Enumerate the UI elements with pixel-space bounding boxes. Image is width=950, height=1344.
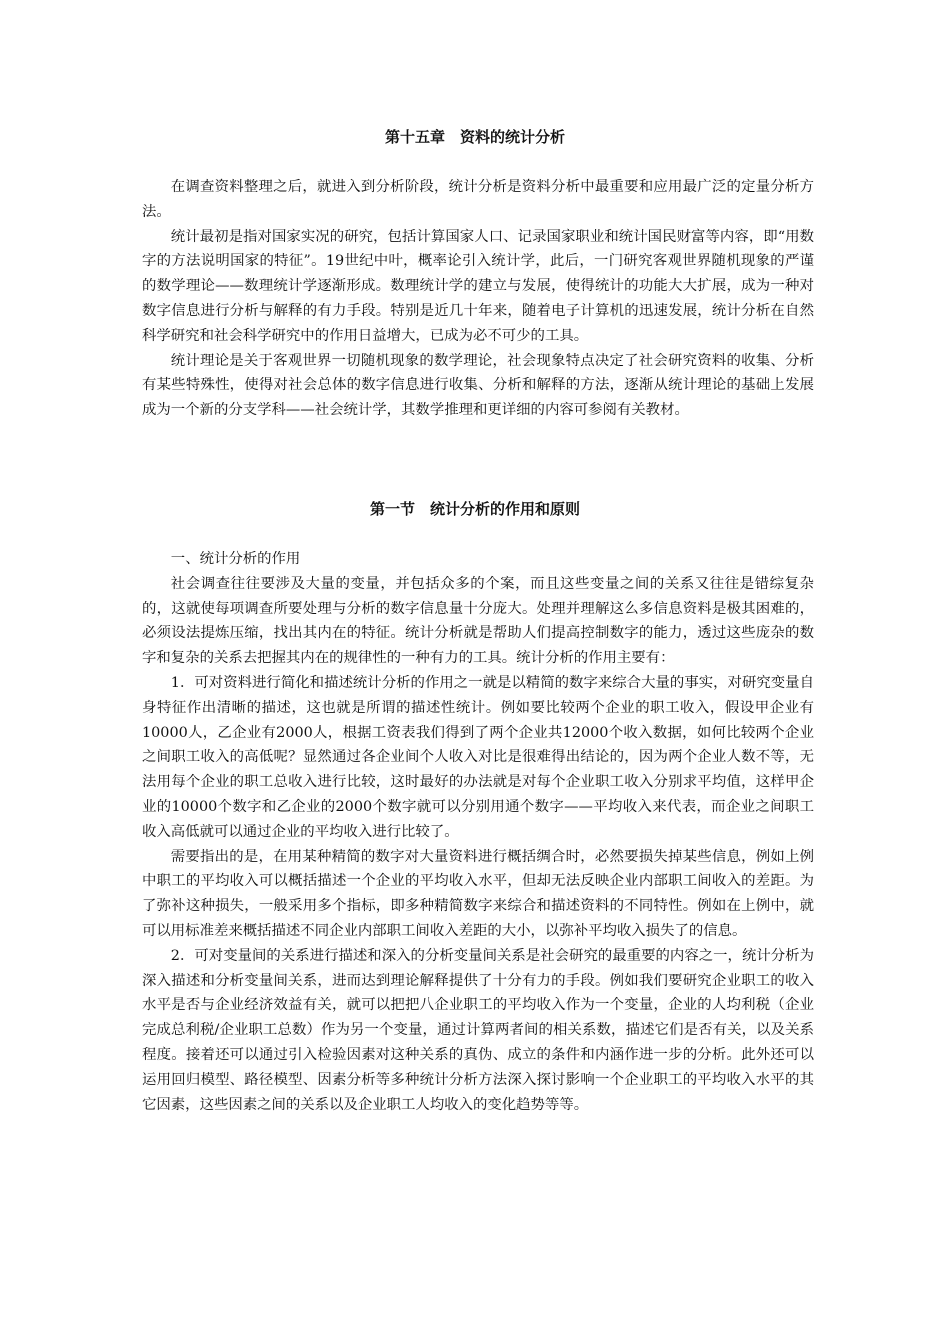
section-paragraph-2: 1．可对资料进行简化和描述统计分析的作用之一就是以精简的数字来综合大量的事实，对研究变量自身特征作出清晰的描述，这也就是所谓的描述性统计。例如要比较两个企业的职工收入，假设甲企业有10000人，乙企业有2000人，根据工资表我们得到了两个企业共12000个收入数据，如何比较两个企业之间职工收入的高低呢？显然通过各企业间个人收入对比是很难得出结论的，因为两个企业人数不等，无法用每个企业的职工总收入进行比较，这时最好的办法就是对每个企业职工收入分别求平均值，这样甲企业的10000个数字和乙企业的2000个数字就可以分别用通个数字——平均收入来代表，而企业之间职工收入高低就可以通过企业的平均收入进行比较了。 xyxy=(142,674,814,840)
intro-paragraph-3: 统计理论是关于客观世界一切随机现象的数学理论，社会现象特点决定了社会研究资料的收集、分析有某些特殊性，使得对社会总体的数字信息进行收集、分析和解释的方法，逐渐从统计理论的基础上发展成为一个新的分支学科——社会统计学，其数学推理和更详细的内容可参阅有关教材。 xyxy=(142,352,814,419)
section-title: 第一节 统计分析的作用和原则 xyxy=(369,500,580,518)
section-paragraph-1: 社会调查往往要涉及大量的变量，并包括众多的个案，而且这些变量之间的关系又往往是错综复杂的，这就使每项调查所要处理与分析的数字信息量十分庞大。处理并理解这么多信息资料是极其困难的，必须设法提炼压缩，找出其内在的特征。统计分析就是帮助人们提高控制数字的能力，透过这些庞杂的数字和复杂的关系去把握其内在的规律性的一种有力的工具。统计分析的作用主要有： xyxy=(142,575,814,667)
section-body xyxy=(142,547,814,1117)
intro-body xyxy=(142,175,814,423)
section-paragraph-3: 需要指出的是，在用某种精简的数字对大量资料进行概括绸合时，必然要损失掉某些信息，例如上例中职工的平均收入可以概括描述一个企业的平均收入水平，但却无法反映企业内部职工间收入的差距。为了弥补这种损失，一般采用多个指标，即多种精简数字来综合和描述资料的不同特性。例如在上例中，就可以用标准差来概括描述不同企业内部职工间收入差距的大小，以弥补平均收入损失了的信息。 xyxy=(142,848,814,939)
intro-paragraph-1: 在调查资料整理之后，就进入到分析阶段，统计分析是资料分析中最重要和应用最广泛的定量分析方法。 xyxy=(142,179,814,220)
intro-paragraph-2: 统计最初是指对国家实况的研究，包括计算国家人口、记录国家职业和统计国民财富等内容，即“用数字的方法说明国家的特征”。19世纪中叶，概率论引入统计学，此后，一门研究客观世界随机现象的严谨的数学理论——数理统计学逐渐形成。数理统计学的建立与发展，使得统计的功能大大扩展，成为一种对数字信息进行分析与解释的有力手段。特别是近几十年来，随着电子计算机的迅速发展，统计分析在自然科学研究和社会科学研究中的作用日益增大，已成为必不可少的工具。 xyxy=(142,228,814,344)
chapter-title: 第十五章 资料的统计分析 xyxy=(384,128,565,146)
section-subheading: 一、统计分析的作用 xyxy=(170,551,301,567)
section-paragraph-4: 2．可对变量间的关系进行描述和深入的分析变量间关系是社会研究的最重要的内容之一，统计分析为深入描述和分析变量间关系，进而达到理论解释提供了十分有力的手段。例如我们要研究企业职工的收入水平是否与企业经济效益有关，就可以把把八企业职工的平均收入作为一个变量，企业的人均利税（企业完成总利税/企业职工总数）作为另一个变量，通过计算两者间的相关系数，描述它们是否有关，以及关系程度。接着还可以通过引入检验因素对这种关系的真伪、成立的条件和内涵作进一步的分析。此外还可以运用回归模型、路径模型、因素分析等多种统计分析方法深入探讨影响一个企业职工的平均收入水平的其它因素，这些因素之间的关系以及企业职工人均收入的变化趋势等等。 xyxy=(142,947,814,1113)
